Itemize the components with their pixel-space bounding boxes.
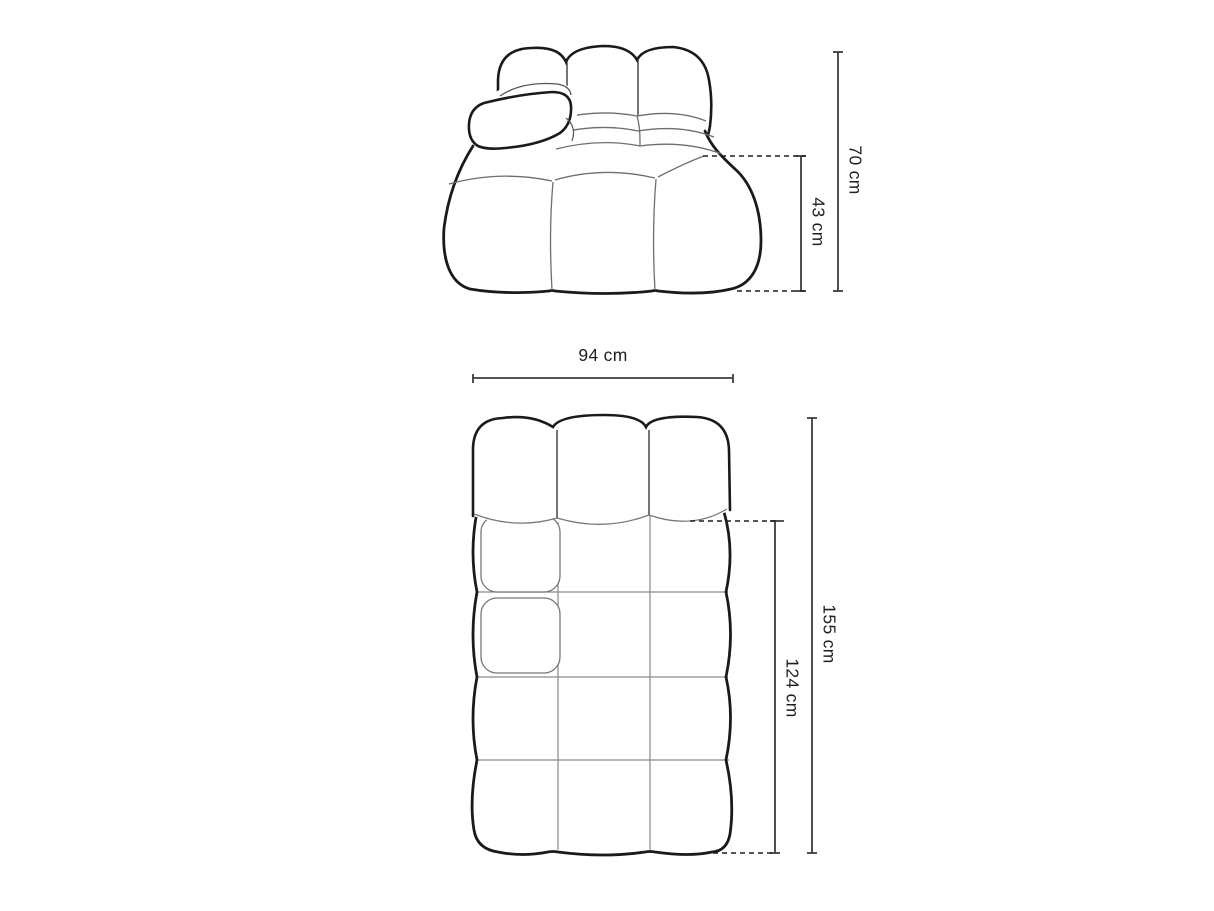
dimension-label-70cm: 70 cm bbox=[845, 145, 866, 195]
dimension-label-124cm: 124 cm bbox=[782, 658, 803, 718]
armrest bbox=[469, 80, 577, 153]
dimension-124 bbox=[770, 521, 780, 853]
dimension-43 bbox=[796, 156, 806, 291]
dimension-label-94cm: 94 cm bbox=[578, 345, 628, 365]
top-view bbox=[472, 345, 839, 855]
dimension-94 bbox=[473, 374, 733, 383]
dimension-label-43cm: 43 cm bbox=[808, 197, 829, 247]
front-view bbox=[444, 46, 866, 294]
plan-armrest-pad-2 bbox=[481, 598, 560, 673]
dimension-155 bbox=[807, 418, 817, 853]
dimension-label-155cm: 155 cm bbox=[819, 604, 840, 664]
plan-backrest-fill bbox=[473, 417, 730, 524]
dimension-70 bbox=[833, 52, 843, 291]
plan-armrest-pad-1 bbox=[481, 516, 560, 592]
